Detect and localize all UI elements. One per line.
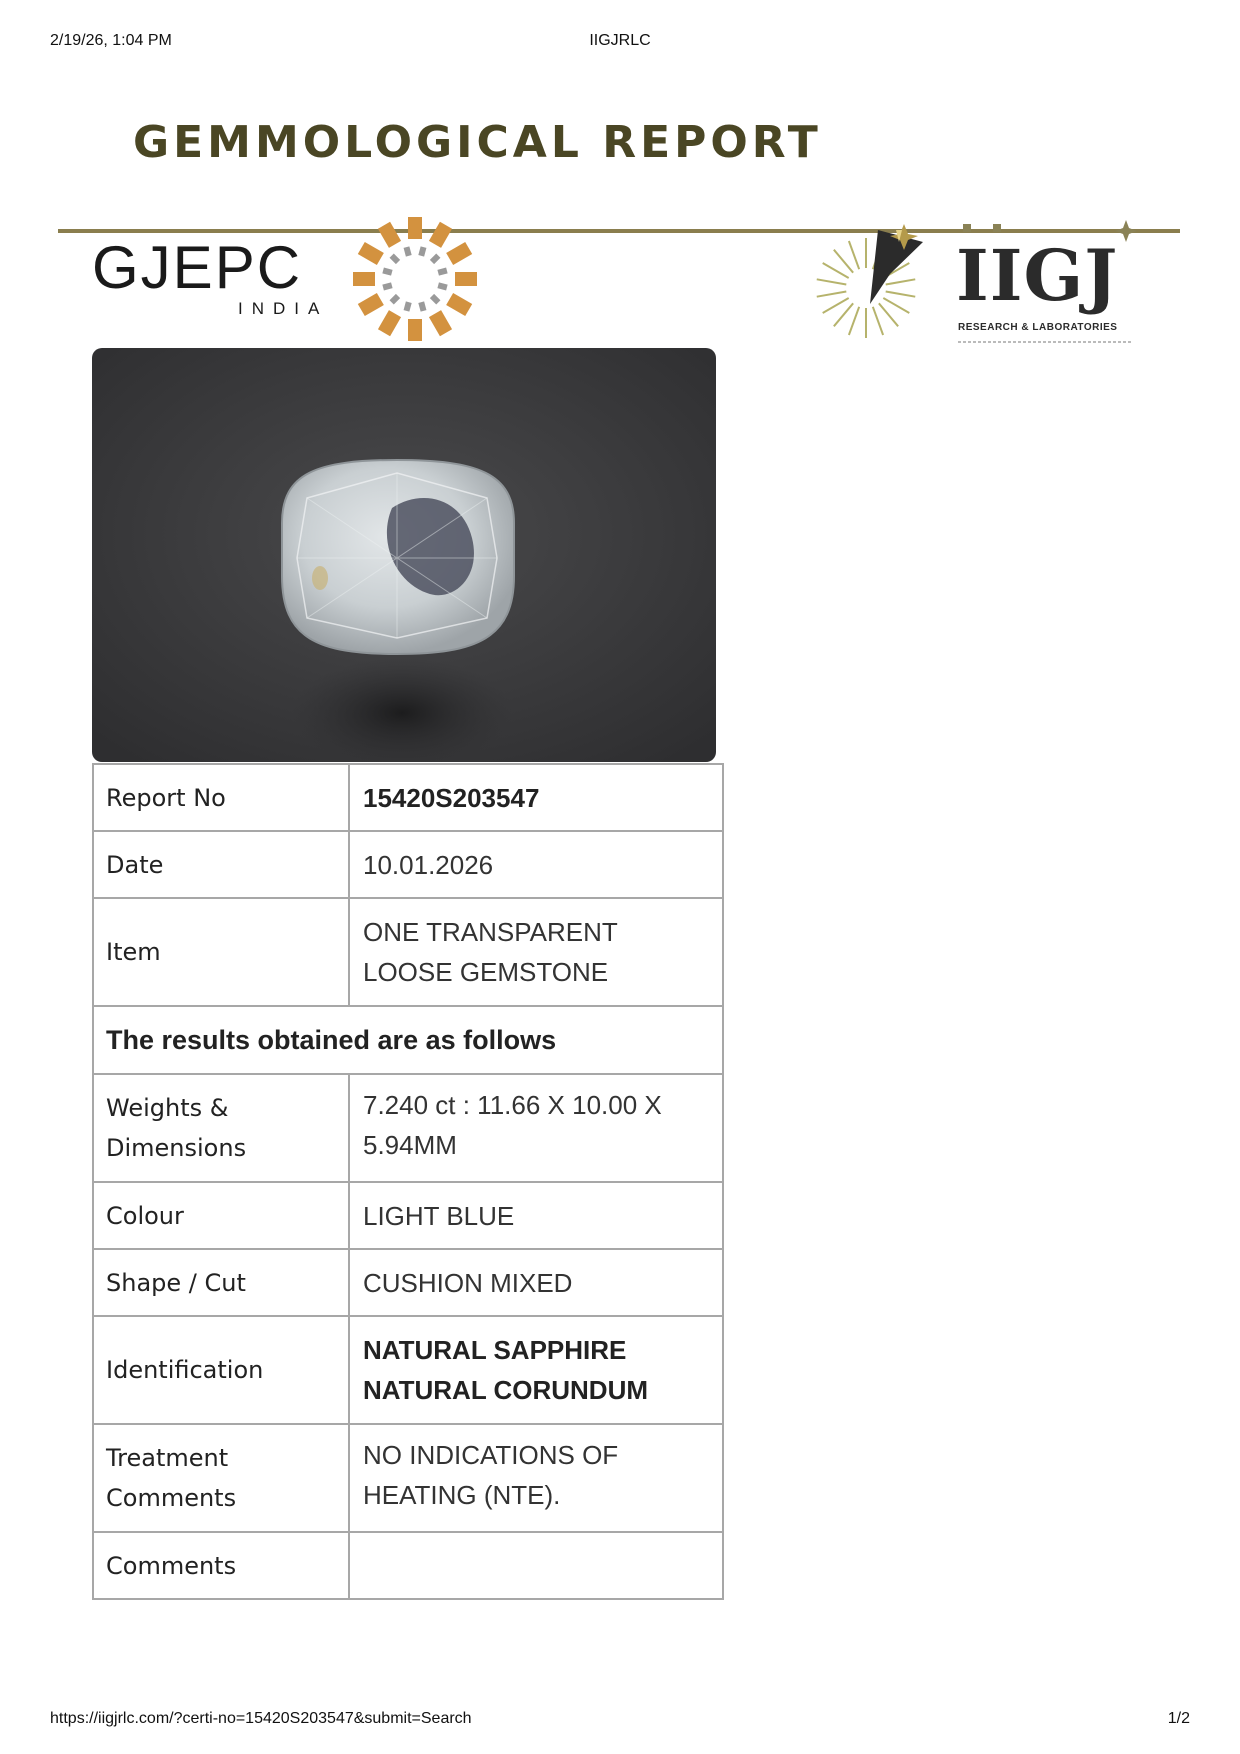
row-value-item-line-1: ONE TRANSPARENT <box>363 917 618 947</box>
row-label-shape: Shape / Cut <box>93 1249 349 1316</box>
table-row <box>93 1182 723 1249</box>
row-label-weights-line-1: Weights & <box>106 1094 229 1122</box>
table-row <box>93 1074 723 1182</box>
row-value-report-no: 15420S203547 <box>349 764 723 831</box>
gjepc-sunburst-icon <box>353 217 477 341</box>
table-row <box>93 764 723 831</box>
print-footer <box>50 1710 1190 1730</box>
table-row <box>93 1249 723 1316</box>
table-row <box>93 1532 723 1599</box>
row-label-treatment-line-2: Comments <box>106 1484 237 1512</box>
print-page-title: IIGJRLC <box>589 32 651 49</box>
iigj-logo-graphic <box>808 212 1188 357</box>
row-value-identification-line-1: NATURAL SAPPHIRE <box>363 1335 627 1365</box>
gemstone-photo-icon <box>92 348 716 762</box>
row-value-weights-line-2: 5.94MM <box>363 1130 457 1160</box>
iigj-logo-subtext: RESEARCH & LABORATORIES <box>958 322 1118 333</box>
row-label-identification: Identification <box>93 1316 349 1424</box>
row-value-comments <box>349 1532 723 1599</box>
row-label-item: Item <box>93 898 349 1006</box>
gjepc-logo-subtext: INDIA <box>238 299 329 318</box>
table-row <box>93 1424 723 1532</box>
print-header <box>50 32 1190 52</box>
row-label-treatment-line-1: Treatment <box>106 1444 229 1472</box>
row-value-item-line-2: LOOSE GEMSTONE <box>363 957 609 987</box>
table-row <box>93 1316 723 1424</box>
row-label-weights-line-2: Dimensions <box>106 1134 247 1162</box>
row-value-item <box>349 898 723 1006</box>
row-value-colour: LIGHT BLUE <box>349 1182 723 1249</box>
row-value-treatment-line-1: NO INDICATIONS OF <box>363 1440 619 1470</box>
row-label-comments: Comments <box>93 1532 349 1599</box>
row-label-treatment <box>93 1424 349 1532</box>
row-label-date: Date <box>93 831 349 898</box>
gjepc-logo-text: GJEPC <box>92 234 303 301</box>
iigj-logo <box>808 212 1188 357</box>
row-label-colour: Colour <box>93 1182 349 1249</box>
gemstone-photo <box>92 348 716 762</box>
row-value-treatment <box>349 1424 723 1532</box>
print-url[interactable]: https://iigjrlc.com/?certi-no=15420S203547&submit=Search <box>50 1710 472 1727</box>
iigj-logo-text: IIGJ <box>956 234 1119 317</box>
row-value-weights-line-1: 7.240 ct : 11.66 X 10.00 X <box>363 1090 662 1120</box>
page-number: 1/2 <box>1167 1710 1190 1727</box>
results-section-heading: The results obtained are as follows <box>93 1006 723 1074</box>
row-value-weights <box>349 1074 723 1182</box>
row-value-treatment-line-2: HEATING (NTE). <box>363 1480 561 1510</box>
print-timestamp: 2/19/26, 1:04 PM <box>50 32 172 49</box>
gjepc-logo-graphic <box>92 212 492 347</box>
row-value-shape: CUSHION MIXED <box>349 1249 723 1316</box>
row-value-date: 10.01.2026 <box>349 831 723 898</box>
row-value-identification-line-2: NATURAL CORUNDUM <box>363 1375 649 1405</box>
report-table <box>92 763 724 1600</box>
table-row <box>93 831 723 898</box>
row-value-identification <box>349 1316 723 1424</box>
report-title: GEMMOLOGICAL REPORT <box>133 117 822 168</box>
row-label-weights <box>93 1074 349 1182</box>
row-label-report-no: Report No <box>93 764 349 831</box>
gjepc-logo <box>92 212 492 347</box>
table-row <box>93 1006 723 1074</box>
table-row <box>93 898 723 1006</box>
